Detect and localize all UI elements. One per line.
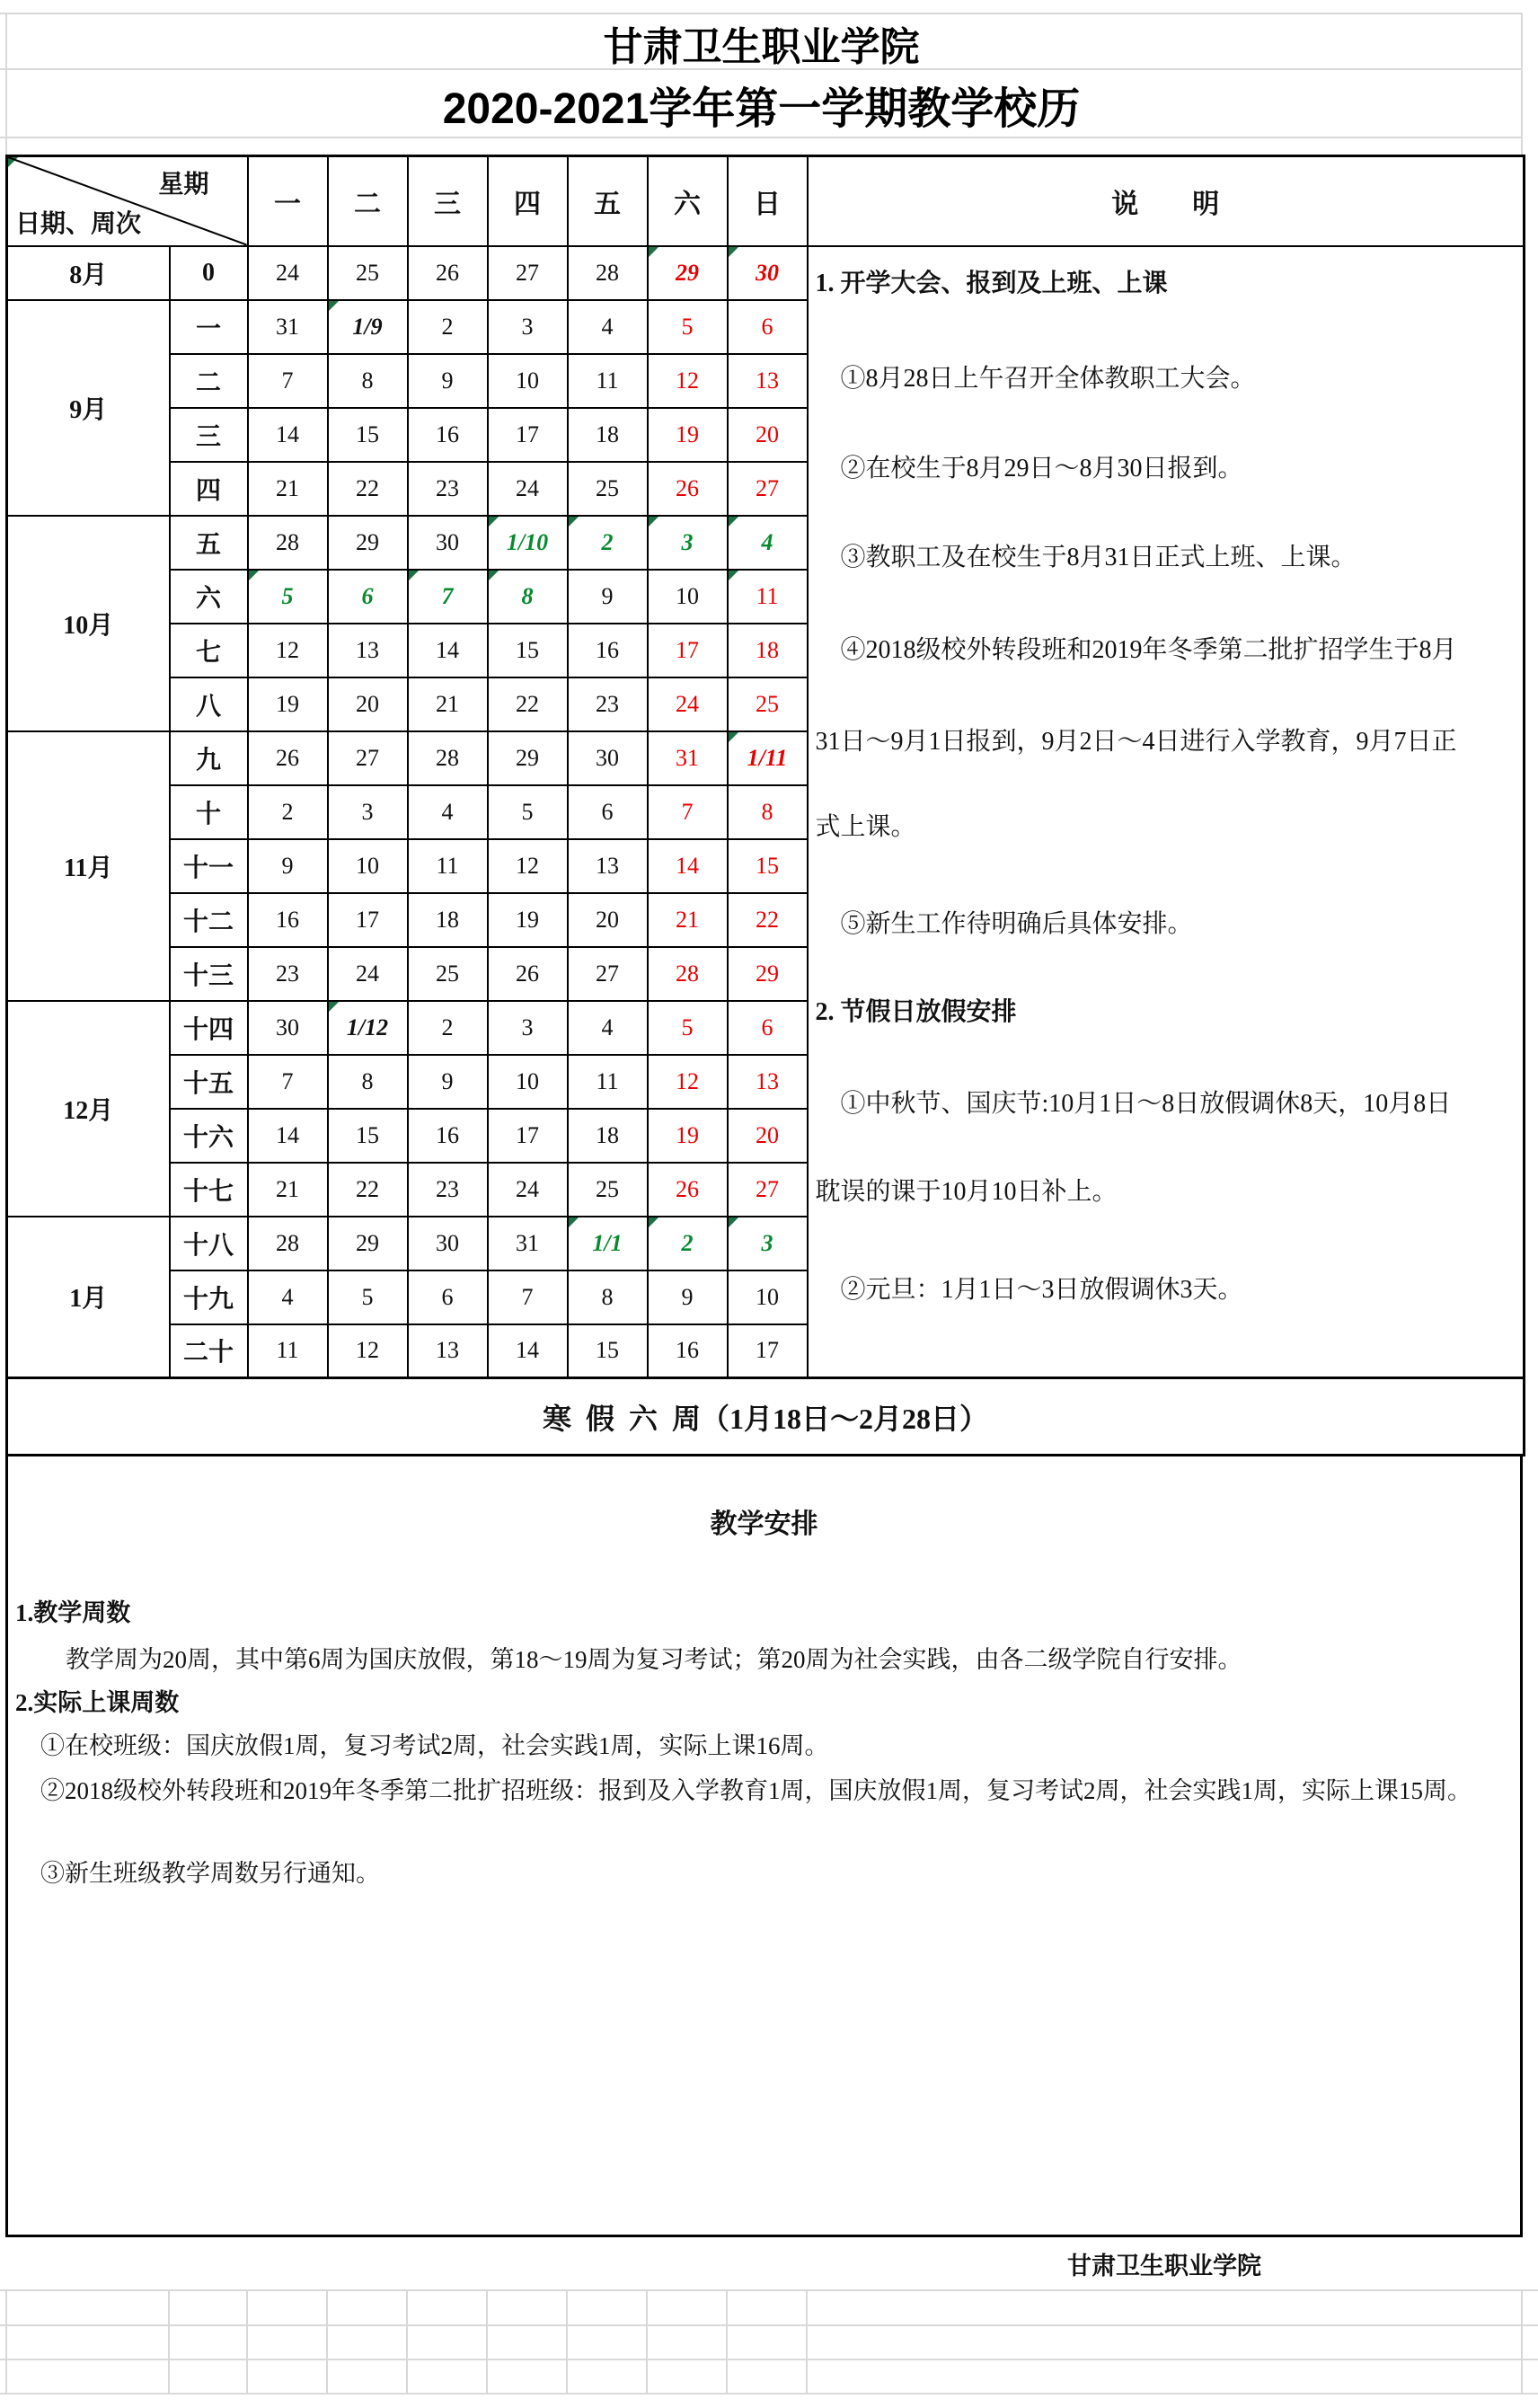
note-line: ①8月28日上午召开全体教职工大会。	[840, 364, 1256, 393]
date-cell: 13	[728, 354, 808, 408]
week-number: 六	[170, 570, 248, 624]
date-cell: 27	[488, 246, 568, 300]
winter-break-row	[7, 1378, 1525, 1456]
grid-line	[566, 2289, 568, 2395]
note-line: 2. 节假日放假安排	[815, 997, 1017, 1026]
grid-line	[726, 2289, 728, 2395]
date-cell: 22	[328, 1163, 408, 1217]
teaching-title: 教学安排	[710, 1509, 818, 1539]
date-cell: 26	[488, 947, 568, 1001]
date-cell: 16	[408, 1109, 488, 1163]
grid-line	[246, 2289, 248, 2395]
date-cell: 10	[488, 1055, 568, 1109]
cell-flag-triangle-icon	[409, 571, 419, 580]
date-cell: 13	[728, 1055, 808, 1109]
date-cell: 12	[248, 624, 328, 677]
month-label: 12月	[7, 1001, 170, 1217]
date-cell: 3	[488, 1001, 568, 1055]
day-header-1: 一	[248, 156, 328, 246]
grid-line	[5, 2289, 7, 2395]
date-cell: 11	[568, 354, 648, 408]
note-line: ⑤新生工作待明确后具体安排。	[840, 909, 1193, 938]
date-cell: 23	[568, 677, 648, 731]
grid-line	[0, 2359, 1538, 2360]
date-cell: 25	[728, 677, 808, 731]
calendar-week-row	[7, 246, 1525, 300]
grid-line	[0, 137, 1523, 138]
date-cell: 2	[408, 300, 488, 354]
date-cell: 29	[328, 1217, 408, 1270]
note-line: ③教职工及在校生于8月31日正式上班、上课。	[840, 543, 1357, 571]
date-cell: 2	[568, 516, 648, 570]
week-number: 十七	[170, 1163, 248, 1217]
date-cell: 9	[248, 839, 328, 893]
date-cell: 6	[728, 1001, 808, 1055]
date-cell: 5	[328, 1270, 408, 1324]
date-cell: 26	[408, 246, 488, 300]
date-cell: 4	[248, 1270, 328, 1324]
date-cell: 22	[728, 893, 808, 947]
date-cell: 7	[248, 1055, 328, 1109]
date-cell: 13	[328, 624, 408, 677]
date-cell: 24	[648, 677, 728, 731]
date-cell: 10	[488, 354, 568, 408]
date-cell: 2	[648, 1217, 728, 1270]
date-cell: 24	[248, 246, 328, 300]
date-cell: 25	[328, 246, 408, 300]
date-cell: 4	[568, 300, 648, 354]
date-cell: 21	[648, 893, 728, 947]
cell-flag-triangle-icon	[329, 301, 339, 311]
cell-flag-triangle-icon	[649, 517, 659, 527]
week-number: 十二	[170, 893, 248, 947]
cell-flag-triangle-icon	[249, 571, 259, 580]
note-line: 1. 开学大会、报到及上班、上课	[815, 269, 1168, 297]
teaching-line: ②2018级校外转段班和2019年冬季第二批扩招班级：报到及入学教育1周，国庆放假1周，复习考试2周，社会实践1周，实际上课15周。	[40, 1777, 1472, 1804]
date-cell: 9	[408, 1055, 488, 1109]
date-cell: 7	[488, 1270, 568, 1324]
grid-line	[0, 2289, 1538, 2291]
cell-flag-triangle-icon	[649, 1217, 659, 1227]
date-cell: 4	[568, 1001, 648, 1055]
date-cell: 21	[248, 462, 328, 516]
date-cell: 7	[648, 785, 728, 839]
date-cell: 16	[248, 893, 328, 947]
date-cell: 20	[728, 1109, 808, 1163]
date-cell: 30	[248, 1001, 328, 1055]
date-cell: 11	[568, 1055, 648, 1109]
date-cell: 19	[488, 893, 568, 947]
date-cell: 23	[248, 947, 328, 1001]
date-cell: 25	[568, 462, 648, 516]
day-header-4: 四	[488, 156, 568, 246]
week-number: 三	[170, 408, 248, 462]
teaching-line: 教学周为20周，其中第6周为国庆放假，第18～19周为复习考试；第20周为社会实践，由各二级学院自行安排。	[66, 1646, 1242, 1673]
note-line: 31日～9月1日报到，9月2日～4日进行入学教育，9月7日正	[815, 727, 1457, 756]
date-cell: 16	[408, 408, 488, 462]
month-label: 8月	[7, 246, 170, 300]
date-cell: 15	[728, 839, 808, 893]
date-cell: 1/12	[328, 1001, 408, 1055]
week-number: 一	[170, 300, 248, 354]
page-title-semester: 2020-2021学年第一学期教学校历	[442, 85, 1081, 133]
teaching-line: 2.实际上课周数	[15, 1689, 180, 1716]
date-cell: 25	[408, 947, 488, 1001]
note-line: ②在校生于8月29日～8月30日报到。	[840, 454, 1243, 482]
week-number: 十五	[170, 1055, 248, 1109]
month-label: 11月	[7, 731, 170, 1001]
date-cell: 20	[328, 677, 408, 731]
date-cell: 17	[488, 408, 568, 462]
date-cell: 18	[408, 893, 488, 947]
teaching-line: ①在校班级：国庆放假1周，复习考试2周，社会实践1周，实际上课16周。	[40, 1732, 829, 1759]
date-cell: 23	[408, 1163, 488, 1217]
date-cell: 22	[488, 677, 568, 731]
week-number: 九	[170, 731, 248, 785]
date-cell: 8	[568, 1270, 648, 1324]
date-cell: 25	[568, 1163, 648, 1217]
date-cell: 9	[408, 354, 488, 408]
date-cell: 16	[648, 1324, 728, 1378]
date-cell: 21	[248, 1163, 328, 1217]
grid-line	[486, 2289, 488, 2395]
day-header-3: 三	[408, 156, 488, 246]
date-cell: 29	[488, 731, 568, 785]
date-cell: 14	[408, 624, 488, 677]
date-cell: 24	[488, 462, 568, 516]
date-cell: 17	[328, 893, 408, 947]
grid-line	[1521, 2289, 1523, 2395]
date-cell: 15	[488, 624, 568, 677]
note-line: ②元旦：1月1日～3日放假调休3天。	[840, 1275, 1243, 1304]
week-number: 十四	[170, 1001, 248, 1055]
date-cell: 18	[568, 1109, 648, 1163]
note-line: ④2018级校外转段班和2019年冬季第二批扩招学生于8月	[840, 635, 1457, 664]
date-cell: 12	[648, 354, 728, 408]
date-cell: 5	[248, 570, 328, 624]
grid-line	[326, 2289, 328, 2395]
footer-school-name: 甘肃卫生职业学院	[1067, 2253, 1261, 2280]
note-line: ①中秋节、国庆节:10月1日～8日放假调休8天，10月8日	[840, 1089, 1452, 1118]
week-number: 十六	[170, 1109, 248, 1163]
date-cell: 8	[488, 570, 568, 624]
date-cell: 27	[568, 947, 648, 1001]
date-cell: 15	[568, 1324, 648, 1378]
date-cell: 3	[488, 300, 568, 354]
date-cell: 9	[568, 570, 648, 624]
date-cell: 11	[728, 570, 808, 624]
date-cell: 7	[408, 570, 488, 624]
notes-header: 说 明	[808, 156, 1525, 246]
date-cell: 31	[248, 300, 328, 354]
notes-cell	[808, 246, 1525, 1378]
date-cell: 28	[408, 731, 488, 785]
date-cell: 15	[328, 408, 408, 462]
date-cell: 7	[248, 354, 328, 408]
date-cell: 30	[728, 246, 808, 300]
date-cell: 31	[648, 731, 728, 785]
date-cell: 14	[648, 839, 728, 893]
page-title-school: 甘肃卫生职业学院	[603, 25, 920, 69]
date-cell: 1/10	[488, 516, 568, 570]
note-line: 式上课。	[815, 812, 916, 841]
date-cell: 21	[408, 677, 488, 731]
date-cell: 2	[408, 1001, 488, 1055]
month-label: 10月	[7, 516, 170, 731]
date-cell: 29	[728, 947, 808, 1001]
cell-flag-triangle-icon	[489, 517, 499, 527]
date-cell: 27	[328, 731, 408, 785]
date-cell: 14	[488, 1324, 568, 1378]
date-cell: 13	[568, 839, 648, 893]
date-cell: 5	[488, 785, 568, 839]
date-cell: 26	[648, 462, 728, 516]
date-cell: 11	[408, 839, 488, 893]
date-cell: 23	[408, 462, 488, 516]
date-cell: 12	[648, 1055, 728, 1109]
date-cell: 28	[568, 246, 648, 300]
corner-label-date: 日期、周次	[15, 209, 142, 238]
week-number: 十八	[170, 1217, 248, 1270]
date-cell: 19	[648, 408, 728, 462]
cell-flag-triangle-icon	[729, 1217, 738, 1227]
cell-flag-triangle-icon	[729, 517, 738, 527]
date-cell: 5	[648, 300, 728, 354]
note-line: 耽误的课于10月10日补上。	[815, 1177, 1118, 1206]
date-cell: 30	[408, 516, 488, 570]
date-cell: 3	[648, 516, 728, 570]
teaching-arrangement-box	[5, 1454, 1523, 2237]
winter-break-label: 寒 假 六 周（1月18日～2月28日）	[7, 1378, 1525, 1456]
corner-label-week: 星期	[158, 171, 209, 199]
date-cell: 6	[568, 785, 648, 839]
date-cell: 14	[248, 408, 328, 462]
date-cell: 18	[568, 408, 648, 462]
day-header-7: 日	[728, 156, 808, 246]
date-cell: 17	[488, 1109, 568, 1163]
date-cell: 8	[728, 785, 808, 839]
date-cell: 19	[248, 677, 328, 731]
corner-header-cell	[7, 156, 248, 246]
date-cell: 28	[248, 1217, 328, 1270]
cell-flag-triangle-icon	[729, 247, 738, 257]
date-cell: 10	[728, 1270, 808, 1324]
day-header-5: 五	[568, 156, 648, 246]
date-cell: 6	[328, 570, 408, 624]
cell-flag-triangle-icon	[649, 247, 659, 257]
calendar-table	[5, 155, 1525, 1456]
week-number: 五	[170, 516, 248, 570]
date-cell: 24	[488, 1163, 568, 1217]
date-cell: 29	[328, 516, 408, 570]
teaching-line: 1.教学周数	[15, 1599, 131, 1626]
cell-flag-triangle-icon	[729, 732, 738, 742]
date-cell: 19	[648, 1109, 728, 1163]
date-cell: 6	[408, 1270, 488, 1324]
date-cell: 9	[648, 1270, 728, 1324]
week-number: 二	[170, 354, 248, 408]
date-cell: 22	[328, 462, 408, 516]
date-cell: 13	[408, 1324, 488, 1378]
date-cell: 26	[248, 731, 328, 785]
teaching-line: ③新生班级教学周数另行通知。	[40, 1860, 380, 1887]
week-number: 七	[170, 624, 248, 677]
week-number: 十三	[170, 947, 248, 1001]
date-cell: 14	[248, 1109, 328, 1163]
date-cell: 20	[568, 893, 648, 947]
date-cell: 28	[648, 947, 728, 1001]
date-cell: 5	[648, 1001, 728, 1055]
grid-line	[646, 2289, 648, 2395]
week-number: 十	[170, 785, 248, 839]
calendar-header-row	[7, 156, 1525, 246]
week-number: 四	[170, 462, 248, 516]
date-cell: 4	[728, 516, 808, 570]
week-number: 0	[170, 246, 248, 300]
date-cell: 4	[408, 785, 488, 839]
date-cell: 17	[728, 1324, 808, 1378]
date-cell: 31	[488, 1217, 568, 1270]
date-cell: 1/9	[328, 300, 408, 354]
date-cell: 10	[328, 839, 408, 893]
date-cell: 3	[728, 1217, 808, 1270]
cell-flag-triangle-icon	[329, 1002, 339, 1012]
grid-line	[406, 2289, 408, 2395]
cell-flag-triangle-icon	[569, 1217, 579, 1227]
date-cell: 10	[648, 570, 728, 624]
month-label: 9月	[7, 300, 170, 516]
cell-flag-triangle-icon	[569, 517, 579, 527]
week-number: 二十	[170, 1324, 248, 1378]
month-label: 1月	[7, 1217, 170, 1378]
week-number: 八	[170, 677, 248, 731]
date-cell: 8	[328, 354, 408, 408]
date-cell: 28	[248, 516, 328, 570]
date-cell: 8	[328, 1055, 408, 1109]
date-cell: 3	[328, 785, 408, 839]
date-cell: 30	[408, 1217, 488, 1270]
date-cell: 12	[488, 839, 568, 893]
date-cell: 17	[648, 624, 728, 677]
date-cell: 20	[728, 408, 808, 462]
date-cell: 30	[568, 731, 648, 785]
date-cell: 24	[328, 947, 408, 1001]
date-cell: 1/1	[568, 1217, 648, 1270]
date-cell: 18	[728, 624, 808, 677]
grid-line	[168, 2289, 170, 2395]
date-cell: 16	[568, 624, 648, 677]
date-cell: 29	[648, 246, 728, 300]
day-header-6: 六	[648, 156, 728, 246]
date-cell: 11	[248, 1324, 328, 1378]
date-cell: 1/11	[728, 731, 808, 785]
date-cell: 2	[248, 785, 328, 839]
week-number: 十九	[170, 1270, 248, 1324]
cell-flag-triangle-icon	[729, 571, 738, 580]
week-number: 十一	[170, 839, 248, 893]
day-header-2: 二	[328, 156, 408, 246]
grid-line	[806, 2289, 808, 2395]
date-cell: 27	[728, 462, 808, 516]
date-cell: 26	[648, 1163, 728, 1217]
cell-flag-triangle-icon	[489, 571, 499, 580]
date-cell: 27	[728, 1163, 808, 1217]
date-cell: 6	[728, 300, 808, 354]
date-cell: 15	[328, 1109, 408, 1163]
grid-line	[0, 2393, 1538, 2395]
grid-line	[0, 2324, 1538, 2326]
date-cell: 12	[328, 1324, 408, 1378]
